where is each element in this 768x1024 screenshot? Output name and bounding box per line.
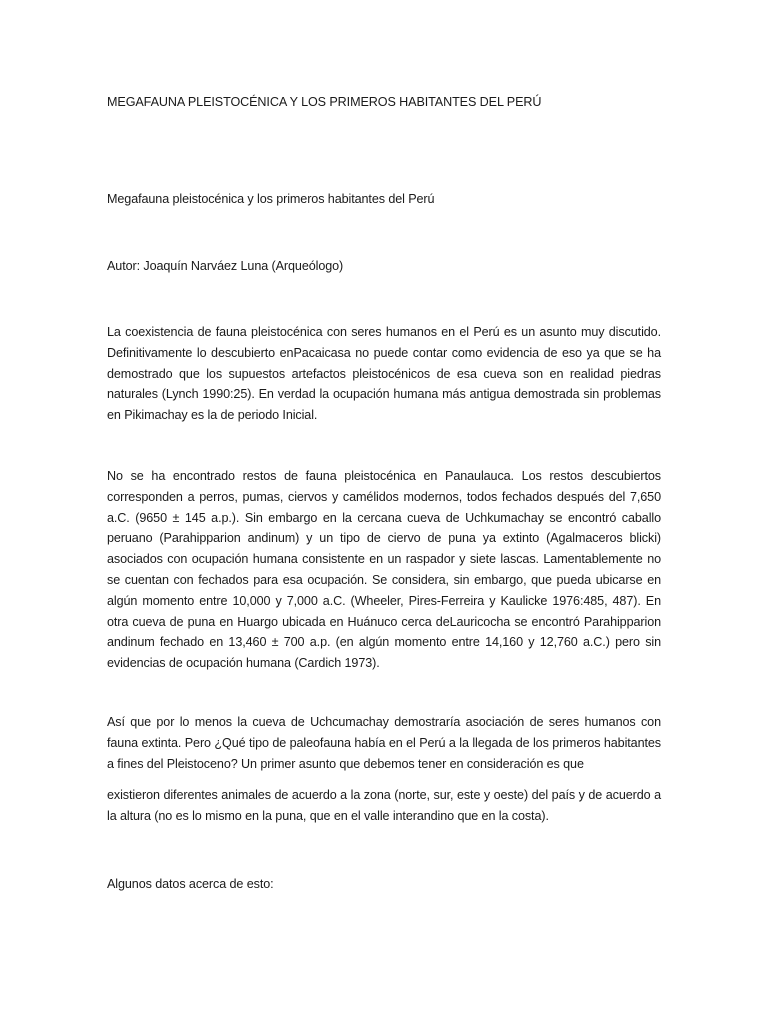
document-author: Autor: Joaquín Narváez Luna (Arqueólogo): [107, 259, 344, 273]
paragraph: existieron diferentes animales de acuerdo a la zona (norte, sur, este y oeste) del país y de acuerdo a la altura (no es lo mismo en la puna, que en el valle interandino que en la costa).: [107, 788, 661, 823]
paragraph: Algunos datos acerca de esto:: [107, 877, 274, 891]
document-title: MEGAFAUNA PLEISTOCÉNICA Y LOS PRIMEROS HABITANTES DEL PERÚ: [107, 95, 542, 109]
paragraph: Así que por lo menos la cueva de Uchcumachay demostraría asociación de seres humanos con fauna extinta. Pero ¿Qué tipo de paleofauna había en el Perú a la llegada de los primeros habitantes a fines del Pleistoceno? Un primer asunto que debemos tener en consideración es que: [107, 715, 661, 771]
paragraph: No se ha encontrado restos de fauna pleistocénica en Panaulauca. Los restos descubiertos corresponden a perros, pumas, ciervos y camélidos modernos, todos fechados después del 7,650 a.C. (9650 ± 145 a.p.). Sin embargo en la cercana cueva de Uchkumachay se encontró caballo peruano (Parahipparion andinum) y un tipo de ciervo de puna ya extinto (Agalmaceros blicki) asociados con ocupación humana consistente en un raspador y siete lascas. Lamentablemente no se cuentan con fechados para esa ocupación. Se considera, sin embargo, que pueda ubicarse en algún momento entre 10,000 y 7,000 a.C. (Wheeler, Pires-Ferreira y Kaulicke 1976:485, 487). En otra cueva de puna en Huargo ubicada en Huánuco cerca deLauricocha se encontró Parahipparion andinum fechado en 13,460 ± 700 a.p. (en algún momento entre 14,160 y 12,760 a.C.) pero sin evidencias de ocupación humana (Cardich 1973).: [107, 469, 661, 671]
document-subtitle: Megafauna pleistocénica y los primeros habitantes del Perú: [107, 192, 435, 206]
paragraph: La coexistencia de fauna pleistocénica con seres humanos en el Perú es un asunto muy discutido. Definitivamente lo descubierto enPacaicasa no puede contar como evidencia de eso ya que se ha demostrado que los supuestos artefactos pleistocénicos de esa cueva son en realidad piedras naturales (Lynch 1990:25). En verdad la ocupación humana más antigua demostrada sin problemas en Pikimachay es la de periodo Inicial.: [107, 325, 661, 423]
